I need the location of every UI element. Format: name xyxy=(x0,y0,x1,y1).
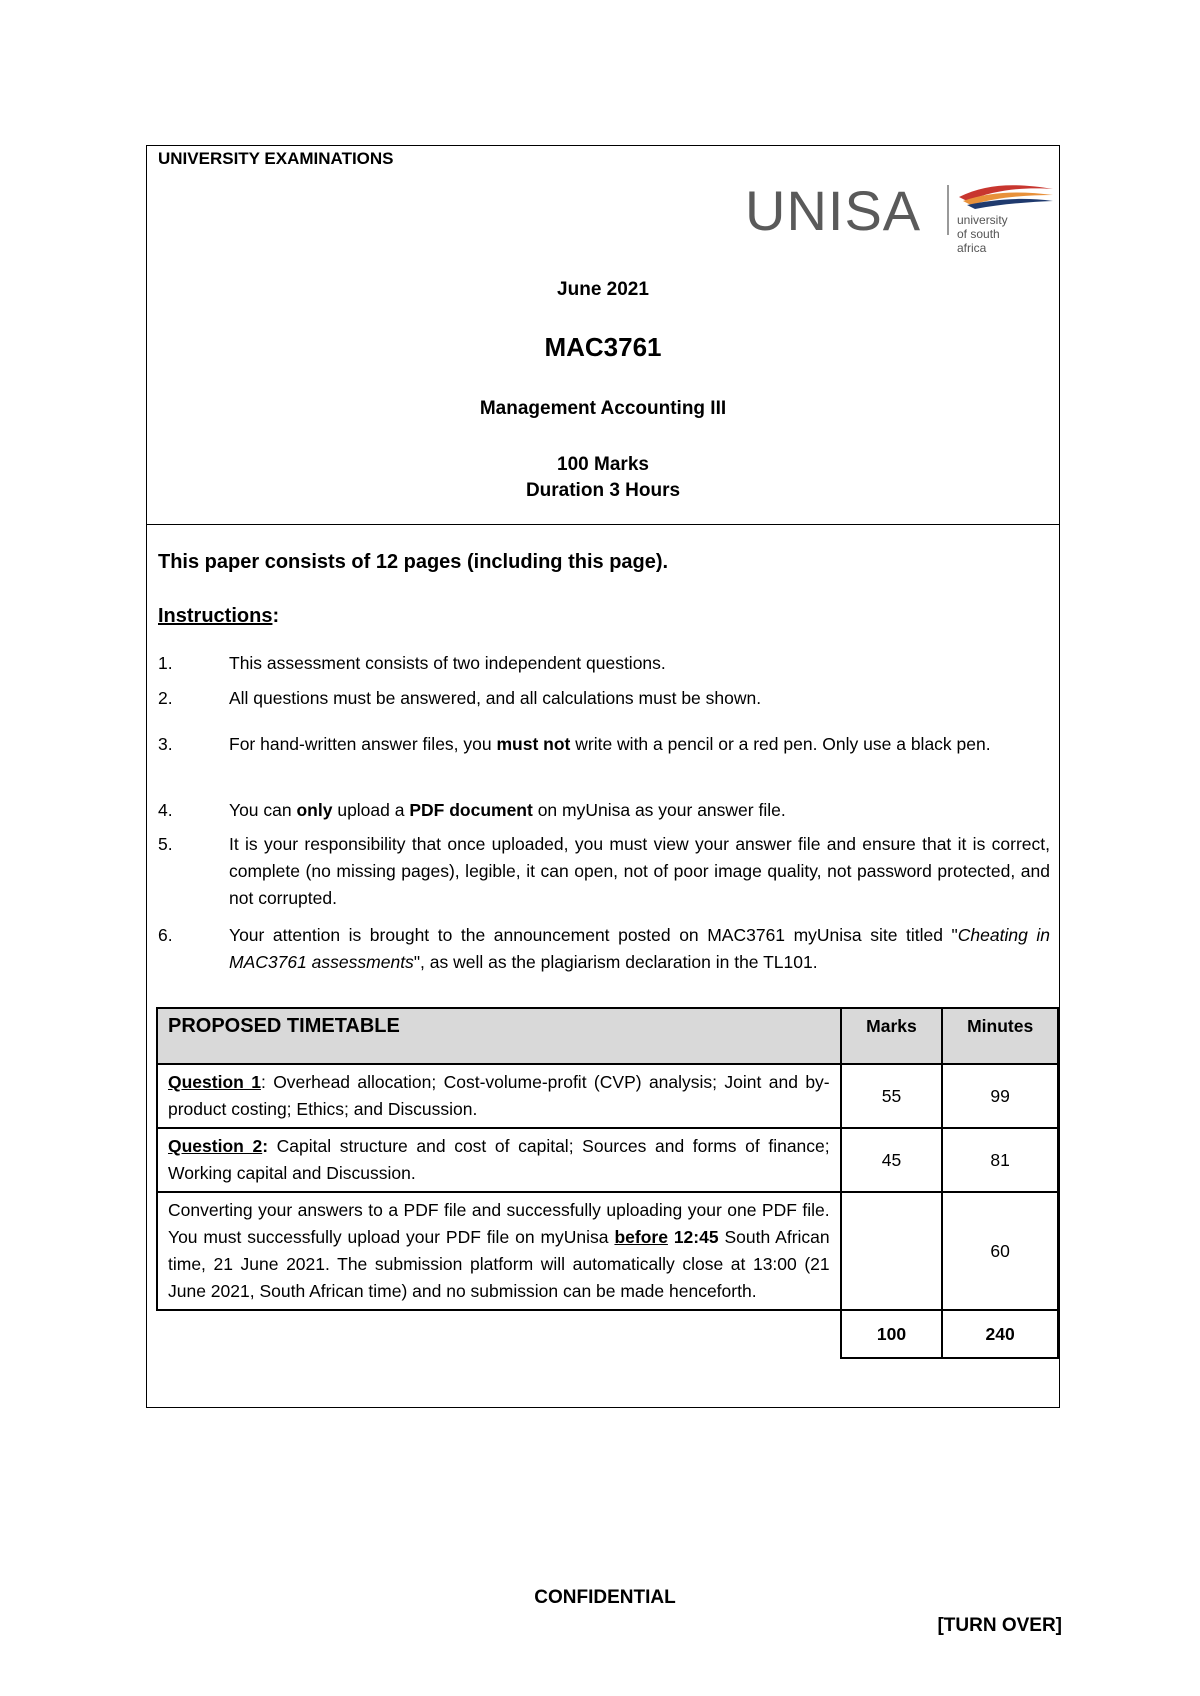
item-text: It is your responsibility that once uploaded, you must view your answer file and ensure that it is correct, complete (no missing pages), legible, it can open, not of poor image quality, not password protected, and not corrupted. xyxy=(229,834,1050,908)
confidential-footer: CONFIDENTIAL xyxy=(534,1587,676,1608)
item-number: 1. xyxy=(158,653,173,673)
item-text: For hand-written answer files, you must not write with a pencil or a red pen. Only use a black pen. xyxy=(229,734,991,754)
item-text: You can only upload a PDF document on myUnisa as your answer file. xyxy=(229,800,786,820)
table-row xyxy=(157,1192,1058,1310)
total-marks-cell: 100 xyxy=(841,1310,943,1358)
question-1-desc: Question 1: Overhead allocation; Cost-volume-profit (CVP) analysis; Joint and by-product costing; Ethics; and Discussion. xyxy=(157,1064,841,1128)
question-1-marks: 55 xyxy=(841,1064,943,1128)
item-number: 4. xyxy=(158,800,173,820)
total-minutes-cell: 240 xyxy=(942,1310,1058,1358)
question-1-minutes: 99 xyxy=(942,1064,1058,1128)
exam-header xyxy=(147,146,1059,525)
unisa-logo xyxy=(745,179,1030,255)
question-2-marks: 45 xyxy=(841,1128,943,1192)
table-header-row xyxy=(157,1008,1058,1064)
total-row xyxy=(157,1310,1058,1358)
university-examinations-label: UNIVERSITY EXAMINATIONS xyxy=(158,149,394,168)
page-count-note: This paper consists of 12 pages (including this page). xyxy=(158,551,669,573)
item-text: Your attention is brought to the announcement posted on MAC3761 myUnisa site titled "Cheating in MAC3761 assessments", as well as the plagiarism declaration in the TL101. xyxy=(229,925,1050,972)
exam-cover-box xyxy=(146,145,1060,1408)
total-marks: 100 Marks xyxy=(557,454,649,475)
turn-over-footer: [TURN OVER] xyxy=(937,1615,1062,1636)
logo-sub-line2: of south africa xyxy=(957,227,1000,255)
col-marks: Marks xyxy=(841,1008,943,1064)
proposed-timetable xyxy=(156,1007,1059,1359)
logo-wordmark: UNISA xyxy=(745,179,922,242)
module-code: MAC3761 xyxy=(544,332,662,362)
timetable-title: PROPOSED TIMETABLE xyxy=(157,1008,841,1064)
module-title: Management Accounting III xyxy=(479,398,727,419)
exam-session: June 2021 xyxy=(557,279,649,300)
upload-desc: Converting your answers to a PDF file and successfully uploading your one PDF file. You must successfully upload your PDF file on myUnisa before 12:45 South African time, 21 June 2021. The submission platform will automatically close at 13:00 (21 June 2021, South African time) and no submission can be made henceforth. xyxy=(157,1192,841,1310)
logo-divider-icon xyxy=(945,179,955,239)
logo-swoosh-icon xyxy=(957,181,1057,211)
logo-subtitle xyxy=(957,213,1030,255)
duration: Duration 3 Hours xyxy=(525,480,681,501)
question-2-minutes: 81 xyxy=(942,1128,1058,1192)
item-text: All questions must be answered, and all calculations must be shown. xyxy=(229,688,762,708)
instructions-label: Instructions xyxy=(158,605,273,627)
table-row xyxy=(157,1128,1058,1192)
table-row xyxy=(157,1064,1058,1128)
item-number: 2. xyxy=(158,688,173,708)
upload-marks xyxy=(841,1192,943,1310)
item-number: 6. xyxy=(158,925,173,945)
item-number: 3. xyxy=(158,734,173,754)
instructions-colon: : xyxy=(272,605,280,627)
question-2-desc: Question 2: Capital structure and cost of capital; Sources and forms of finance; Working capital and Discussion. xyxy=(157,1128,841,1192)
upload-minutes: 60 xyxy=(942,1192,1058,1310)
item-number: 5. xyxy=(158,834,173,854)
logo-sub-line1: university xyxy=(957,213,1008,227)
col-minutes: Minutes xyxy=(942,1008,1058,1064)
instructions-heading xyxy=(158,605,279,628)
item-text: This assessment consists of two independent questions. xyxy=(229,653,666,673)
